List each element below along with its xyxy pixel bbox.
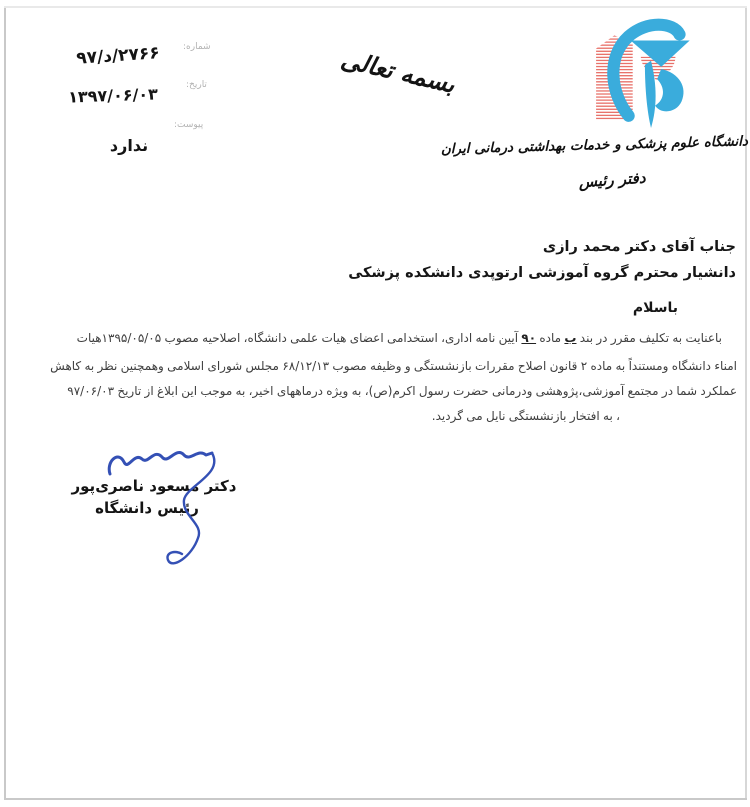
signature-name: دکتر مسعود ناصری‌پور (71, 477, 237, 495)
attachment-label: پیوست: (174, 120, 204, 130)
recipient-title: دانشیار محترم گروه آموزشی ارتوپدی دانشکده پزشکی (348, 265, 736, 281)
body-line-1 (77, 328, 722, 348)
letter-date-value: ۱۳۹۷/۰۶/۰۳ (67, 84, 159, 107)
office-name: دفتر رئیس (577, 168, 647, 192)
body-line-1-text: باعنایت به تکلیف مقرر در بند (576, 331, 722, 345)
salutation: باسلام (632, 300, 678, 316)
page-border-left (4, 8, 6, 799)
recipient-block (348, 234, 736, 286)
letter-number-label: شماره: (183, 42, 211, 52)
recipient-name: جناب آقای دکتر محمد رازی (542, 239, 736, 255)
page-border-top (4, 6, 747, 8)
body-line-3: عملکرد شما در مجتمع آموزشی،پژوهشی ودرمانی حضرت رسول اکرم(ص)، به ویژه درماههای اخیر، به موجب این ابلاغ از تاریخ ۹۷/۰۶/۰۳ (67, 384, 737, 398)
article-90-ref: ۹۰ (521, 331, 537, 345)
body-line-4: ، به افتخار بازنشستگی نایل می گردید. (431, 409, 620, 423)
besmellah-calligraphy: بسمه تعالی (338, 45, 458, 99)
handwritten-signature (58, 438, 278, 578)
page-border-bottom (4, 798, 747, 800)
body-line-1-text3: آیین نامه اداری، استخدامی اعضای هیات علمی دانشگاه، اصلاحیه مصوب ۱۳۹۵/۰۵/۰۵هیات (76, 331, 522, 345)
body-line-1-text2: ماده (536, 331, 565, 345)
clause-b-ref: ب (564, 331, 577, 345)
signature-title: رئیس دانشگاه (95, 499, 199, 517)
university-logo-icon (594, 14, 706, 131)
letter-date-label: تاریخ: (186, 80, 207, 90)
letter-number-value: ۲۷۶۶/د/۹۷ (75, 43, 161, 69)
body-line-2: امناء دانشگاه ومستنداً به ماده ۲ قانون اصلاح مقررات بازنشستگی و وظیفه مصوب ۶۸/۱۲/۱۳ مجلس شورای اسلامی وهمچنین نظر به کاهش (50, 359, 737, 373)
university-name: دانشگاه علوم پزشکی و خدمات بهداشتی درمانی ایران (440, 133, 749, 158)
attachment-value: ندارد (109, 136, 149, 155)
page-border-right (745, 8, 747, 799)
